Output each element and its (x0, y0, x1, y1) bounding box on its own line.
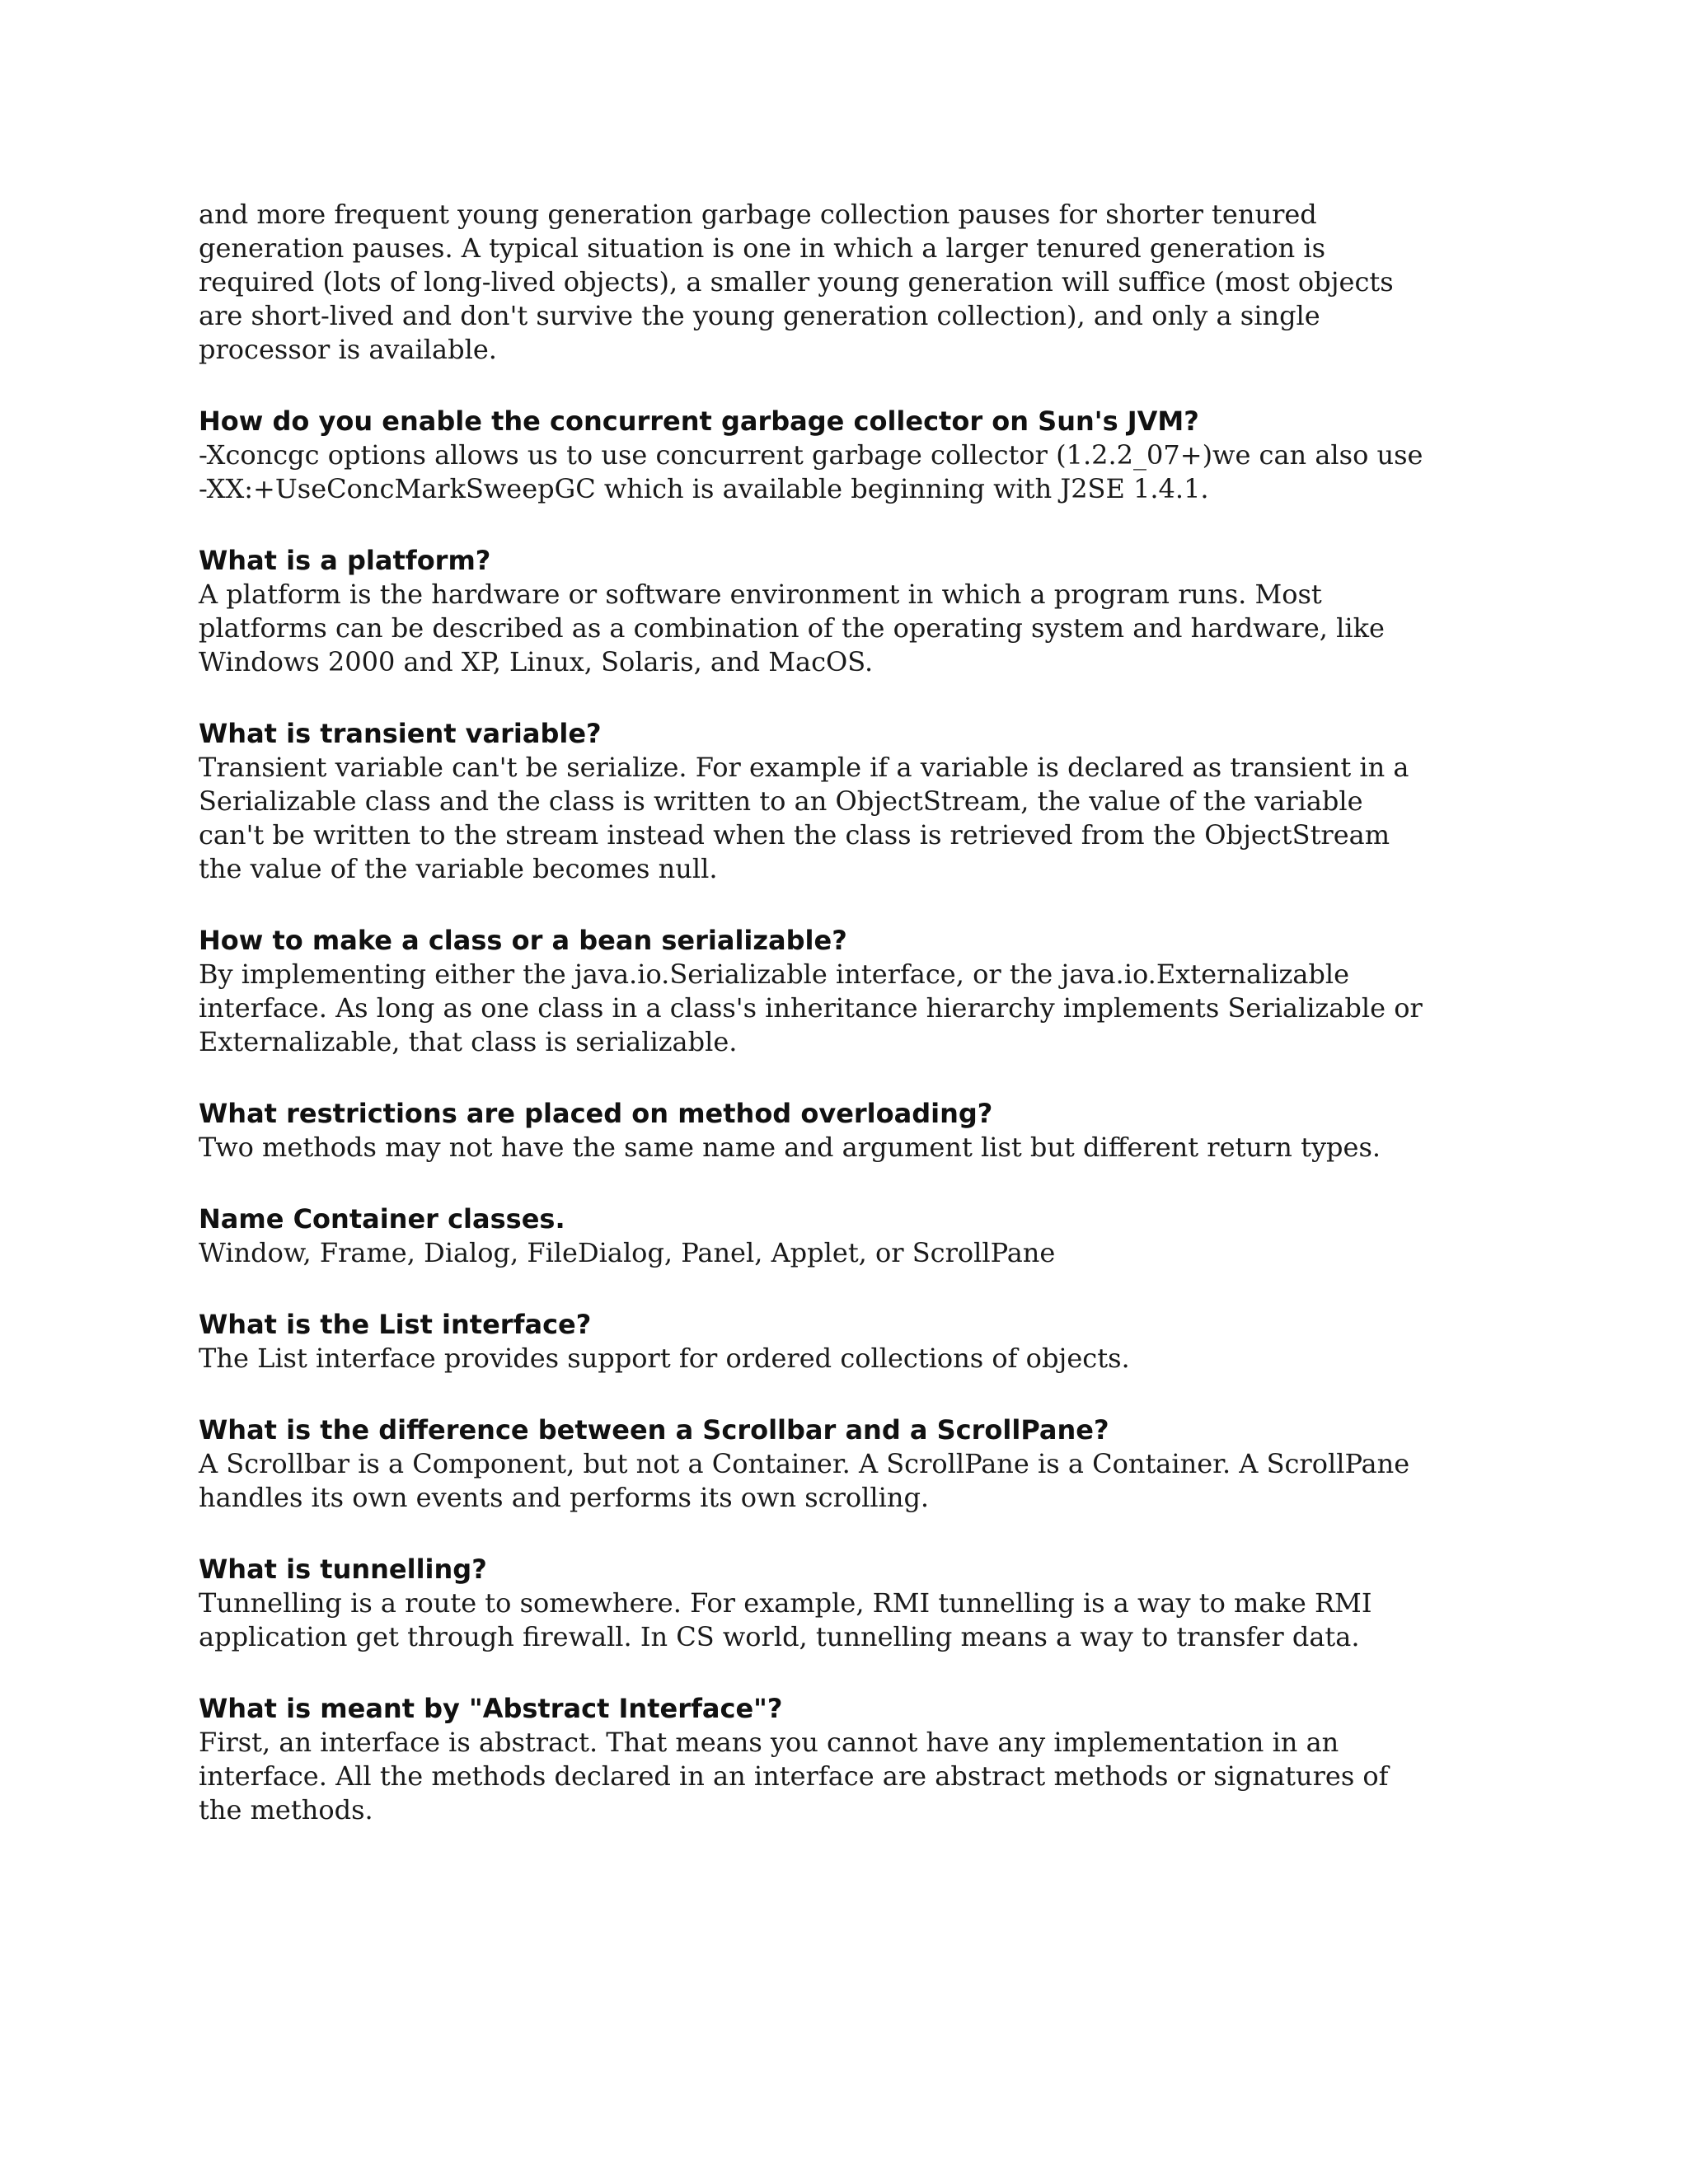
question-heading: What is the List interface? (199, 1309, 592, 1340)
question-heading: How do you enable the concurrent garbage collector on Sun's JVM? (199, 405, 1199, 437)
text-line: processor is available. (199, 334, 497, 365)
text-line: Window, Frame, Dialog, FileDialog, Panel, Applet, or ScrollPane (199, 1237, 1056, 1268)
text-line: platforms can be described as a combination of the operating system and hardware, like (199, 612, 1385, 644)
qa-block-method-overloading (199, 1097, 1517, 1165)
answer-text (199, 1586, 1517, 1654)
text-line: Transient variable can't be serialize. For example if a variable is declared as transient in a (199, 752, 1409, 783)
text-line: are short-lived and don't survive the young generation collection), and only a single (199, 300, 1320, 331)
answer-text (199, 751, 1517, 886)
question-heading: What is the difference between a Scrollbar and a ScrollPane? (199, 1414, 1109, 1446)
text-line: handles its own events and performs its own scrolling. (199, 1482, 930, 1513)
text-line: -XX:+UseConcMarkSweepGC which is available beginning with J2SE 1.4.1. (199, 473, 1209, 504)
text-line: A Scrollbar is a Component, but not a Container. A ScrollPane is a Container. A ScrollPane (199, 1448, 1410, 1479)
document-page (199, 198, 1517, 1827)
qa-block-transient-variable (199, 717, 1517, 886)
answer-text (199, 958, 1517, 1059)
qa-block-tunnelling (199, 1553, 1517, 1654)
text-line: By implementing either the java.io.Serializable interface, or the java.io.Externalizable (199, 958, 1350, 990)
text-line: Windows 2000 and XP, Linux, Solaris, and MacOS. (199, 646, 874, 677)
answer-text (199, 1131, 1517, 1165)
text-line: and more frequent young generation garbage collection pauses for shorter tenured (199, 199, 1317, 230)
question-heading: Name Container classes. (199, 1203, 565, 1235)
qa-block-abstract-interface (199, 1692, 1517, 1827)
answer-text (199, 438, 1517, 506)
text-line: The List interface provides support for ordered collections of objects. (199, 1343, 1130, 1374)
question-heading: How to make a class or a bean serializable? (199, 925, 847, 956)
text-line: the methods. (199, 1794, 373, 1825)
text-line: the value of the variable becomes null. (199, 853, 718, 884)
text-line: First, an interface is abstract. That means you cannot have any implementation in an (199, 1727, 1339, 1758)
text-line: required (lots of long-lived objects), a smaller young generation will suffice (most objects (199, 266, 1394, 298)
question-heading: What is tunnelling? (199, 1554, 487, 1585)
text-line: A platform is the hardware or software environment in which a program runs. Most (199, 579, 1322, 610)
answer-text (199, 1342, 1517, 1376)
qa-block-container-classes (199, 1202, 1517, 1270)
text-line: Two methods may not have the same name and argument list but different return types. (199, 1132, 1381, 1163)
answer-text (199, 1236, 1517, 1270)
text-line: interface. As long as one class in a class's inheritance hierarchy implements Serializable or (199, 992, 1423, 1024)
text-line: Serializable class and the class is written to an ObjectStream, the value of the variable (199, 785, 1363, 817)
qa-block-scrollbar-scrollpane (199, 1413, 1517, 1515)
text-line: Tunnelling is a route to somewhere. For example, RMI tunnelling is a way to make RMI (199, 1587, 1372, 1619)
text-line: Externalizable, that class is serializable. (199, 1026, 738, 1057)
text-line: generation pauses. A typical situation is one in which a larger tenured generation is (199, 232, 1326, 264)
question-heading: What restrictions are placed on method overloading? (199, 1098, 993, 1129)
qa-block-list-interface (199, 1308, 1517, 1376)
question-heading: What is a platform? (199, 545, 491, 576)
answer-text (199, 578, 1517, 679)
qa-block-serializable (199, 924, 1517, 1059)
text-line: application get through firewall. In CS world, tunnelling means a way to transfer data. (199, 1621, 1360, 1652)
intro-paragraph (199, 198, 1517, 367)
qa-block-platform (199, 544, 1517, 679)
qa-block-concurrent-gc (199, 405, 1517, 506)
question-heading: What is meant by "Abstract Interface"? (199, 1693, 783, 1724)
answer-text (199, 1447, 1517, 1515)
question-heading: What is transient variable? (199, 718, 602, 749)
text-line: interface. All the methods declared in an interface are abstract methods or signatures of (199, 1760, 1389, 1792)
text-line: can't be written to the stream instead when the class is retrieved from the ObjectStream (199, 819, 1390, 851)
answer-text (199, 1726, 1517, 1827)
text-line: -Xconcgc options allows us to use concurrent garbage collector (1.2.2_07+)we can also use (199, 439, 1423, 471)
